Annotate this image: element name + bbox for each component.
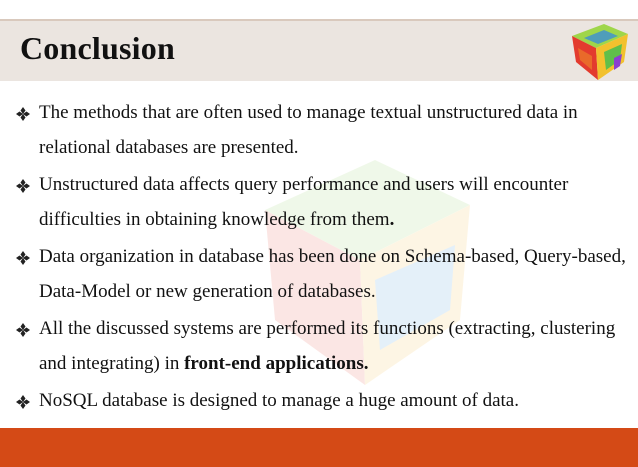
slide-title: Conclusion [20, 30, 175, 66]
four-diamond-bullet-icon [15, 96, 35, 130]
bullet-text: NoSQL database is designed to manage a huge amount of data. [39, 390, 519, 411]
bullet-text: Unstructured data affects query performance and users will encounter difficulties in obtaining knowledge from them [39, 174, 569, 230]
colorful-cube-logo-icon [564, 18, 632, 86]
footer-bar [0, 428, 638, 467]
bullet-text-bold: . [389, 208, 395, 230]
four-diamond-bullet-icon [15, 384, 35, 418]
bullet-item [15, 384, 630, 419]
four-diamond-bullet-icon [15, 312, 35, 346]
bullet-list [15, 96, 630, 422]
bullet-text-bold: front-end applications. [184, 352, 369, 374]
four-diamond-bullet-icon [15, 240, 35, 274]
bullet-item [15, 96, 630, 165]
bullet-item [15, 240, 630, 309]
bullet-text: All the discussed systems are performed its functions (extracting, clustering and integrating) in [39, 318, 616, 374]
bullet-text: The methods that are often used to manage textual unstructured data in relational databases are presented. [39, 102, 578, 158]
bullet-item [15, 312, 630, 381]
bullet-item [15, 168, 630, 237]
bullet-text: Data organization in database has been done on Schema-based, Query-based, Data-Model or new generation of databases. [39, 246, 626, 302]
four-diamond-bullet-icon [15, 168, 35, 202]
